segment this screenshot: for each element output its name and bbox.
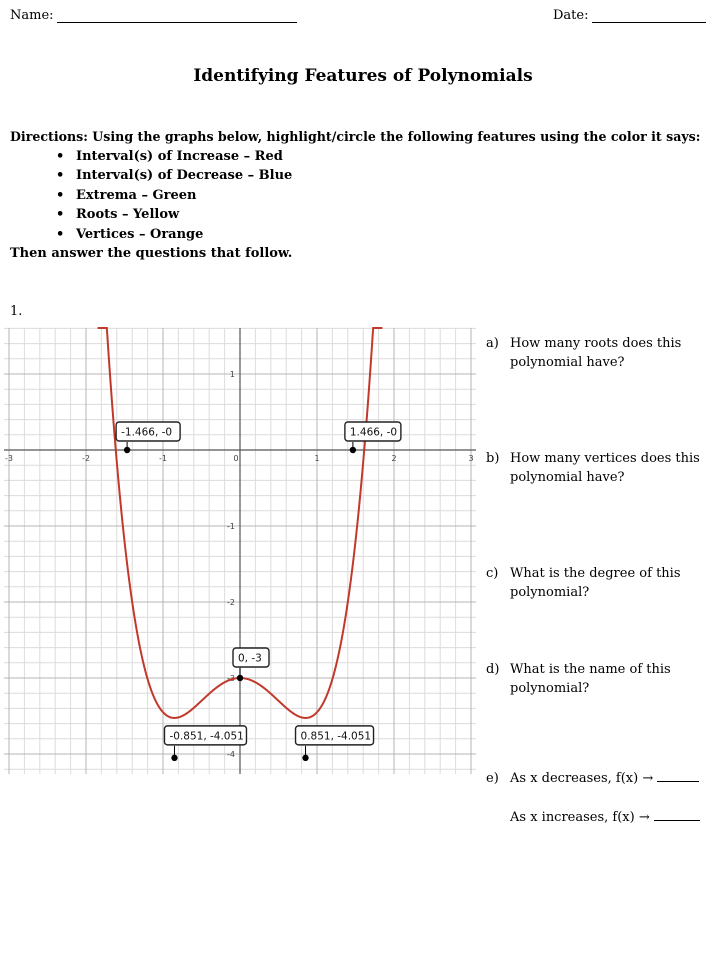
question-letter: d) (486, 662, 500, 677)
name-field[interactable] (57, 22, 297, 23)
point-marker (237, 675, 243, 681)
point-label: 1.466, -0 (349, 426, 398, 439)
polynomial-graph (0, 326, 478, 776)
question-number: 1. (10, 304, 23, 319)
page-title: Identifying Features of Polynomials (193, 66, 533, 86)
axes (4, 328, 476, 774)
x-tick-label: 0 (233, 454, 239, 463)
question-letter: a) (486, 336, 499, 351)
y-tick-label: -1 (227, 522, 235, 531)
x-tick-label: -3 (5, 454, 13, 463)
question-line: polynomial have? (510, 470, 625, 485)
x-tick-label: 3 (468, 454, 474, 463)
point-label: 0, -3 (238, 652, 262, 665)
x-tick-label: 2 (391, 454, 397, 463)
directions-text: Directions: Using the graphs below, highlight/circle the following features using the color it says: (10, 129, 701, 144)
question-line: As x increases, f(x) → (510, 808, 700, 827)
point-label: -0.851, -4.051 (169, 730, 244, 743)
y-tick-label: -3 (227, 674, 235, 683)
answer-blank[interactable] (654, 808, 700, 821)
question-line: What is the degree of this (510, 566, 681, 581)
point-marker (302, 755, 308, 761)
point-marker (171, 755, 177, 761)
date-label: Date: (553, 8, 589, 23)
question-line: How many roots does this (510, 336, 682, 351)
question-line: polynomial have? (510, 355, 625, 370)
x-tick-label: -1 (159, 454, 167, 463)
question-letter: b) (486, 451, 500, 466)
point-label: 0.851, -4.051 (300, 730, 372, 743)
question-line: polynomial? (510, 681, 590, 696)
name-label: Name: (10, 8, 54, 23)
y-tick-label: 1 (229, 370, 235, 379)
point-label: -1.466, -0 (121, 426, 173, 439)
y-tick-label: -2 (227, 598, 235, 607)
question-line: What is the name of this (510, 662, 671, 677)
then-text: Then answer the questions that follow. (10, 246, 293, 261)
question-line: polynomial? (510, 585, 590, 600)
feature-item: • Interval(s) of Decrease – Blue (56, 168, 293, 184)
y-tick-label: -4 (227, 750, 235, 759)
tick-labels (5, 370, 474, 759)
x-tick-label: -2 (82, 454, 90, 463)
answer-blank[interactable] (657, 769, 699, 782)
feature-item: • Vertices – Orange (56, 226, 204, 242)
feature-item: • Interval(s) of Increase – Red (56, 149, 283, 164)
point-marker (350, 447, 356, 453)
question-letter: e) (486, 771, 499, 786)
date-field[interactable] (592, 22, 706, 23)
point-markers (116, 422, 401, 761)
question-line: As x decreases, f(x) → (510, 769, 699, 788)
point-marker (124, 447, 130, 453)
question-letter: c) (486, 566, 499, 581)
feature-list (56, 147, 292, 244)
feature-item: • Extrema – Green (56, 187, 197, 203)
question-line: How many vertices does this (510, 451, 700, 466)
feature-item: • Roots – Yellow (56, 207, 180, 223)
x-tick-label: 1 (314, 454, 320, 463)
